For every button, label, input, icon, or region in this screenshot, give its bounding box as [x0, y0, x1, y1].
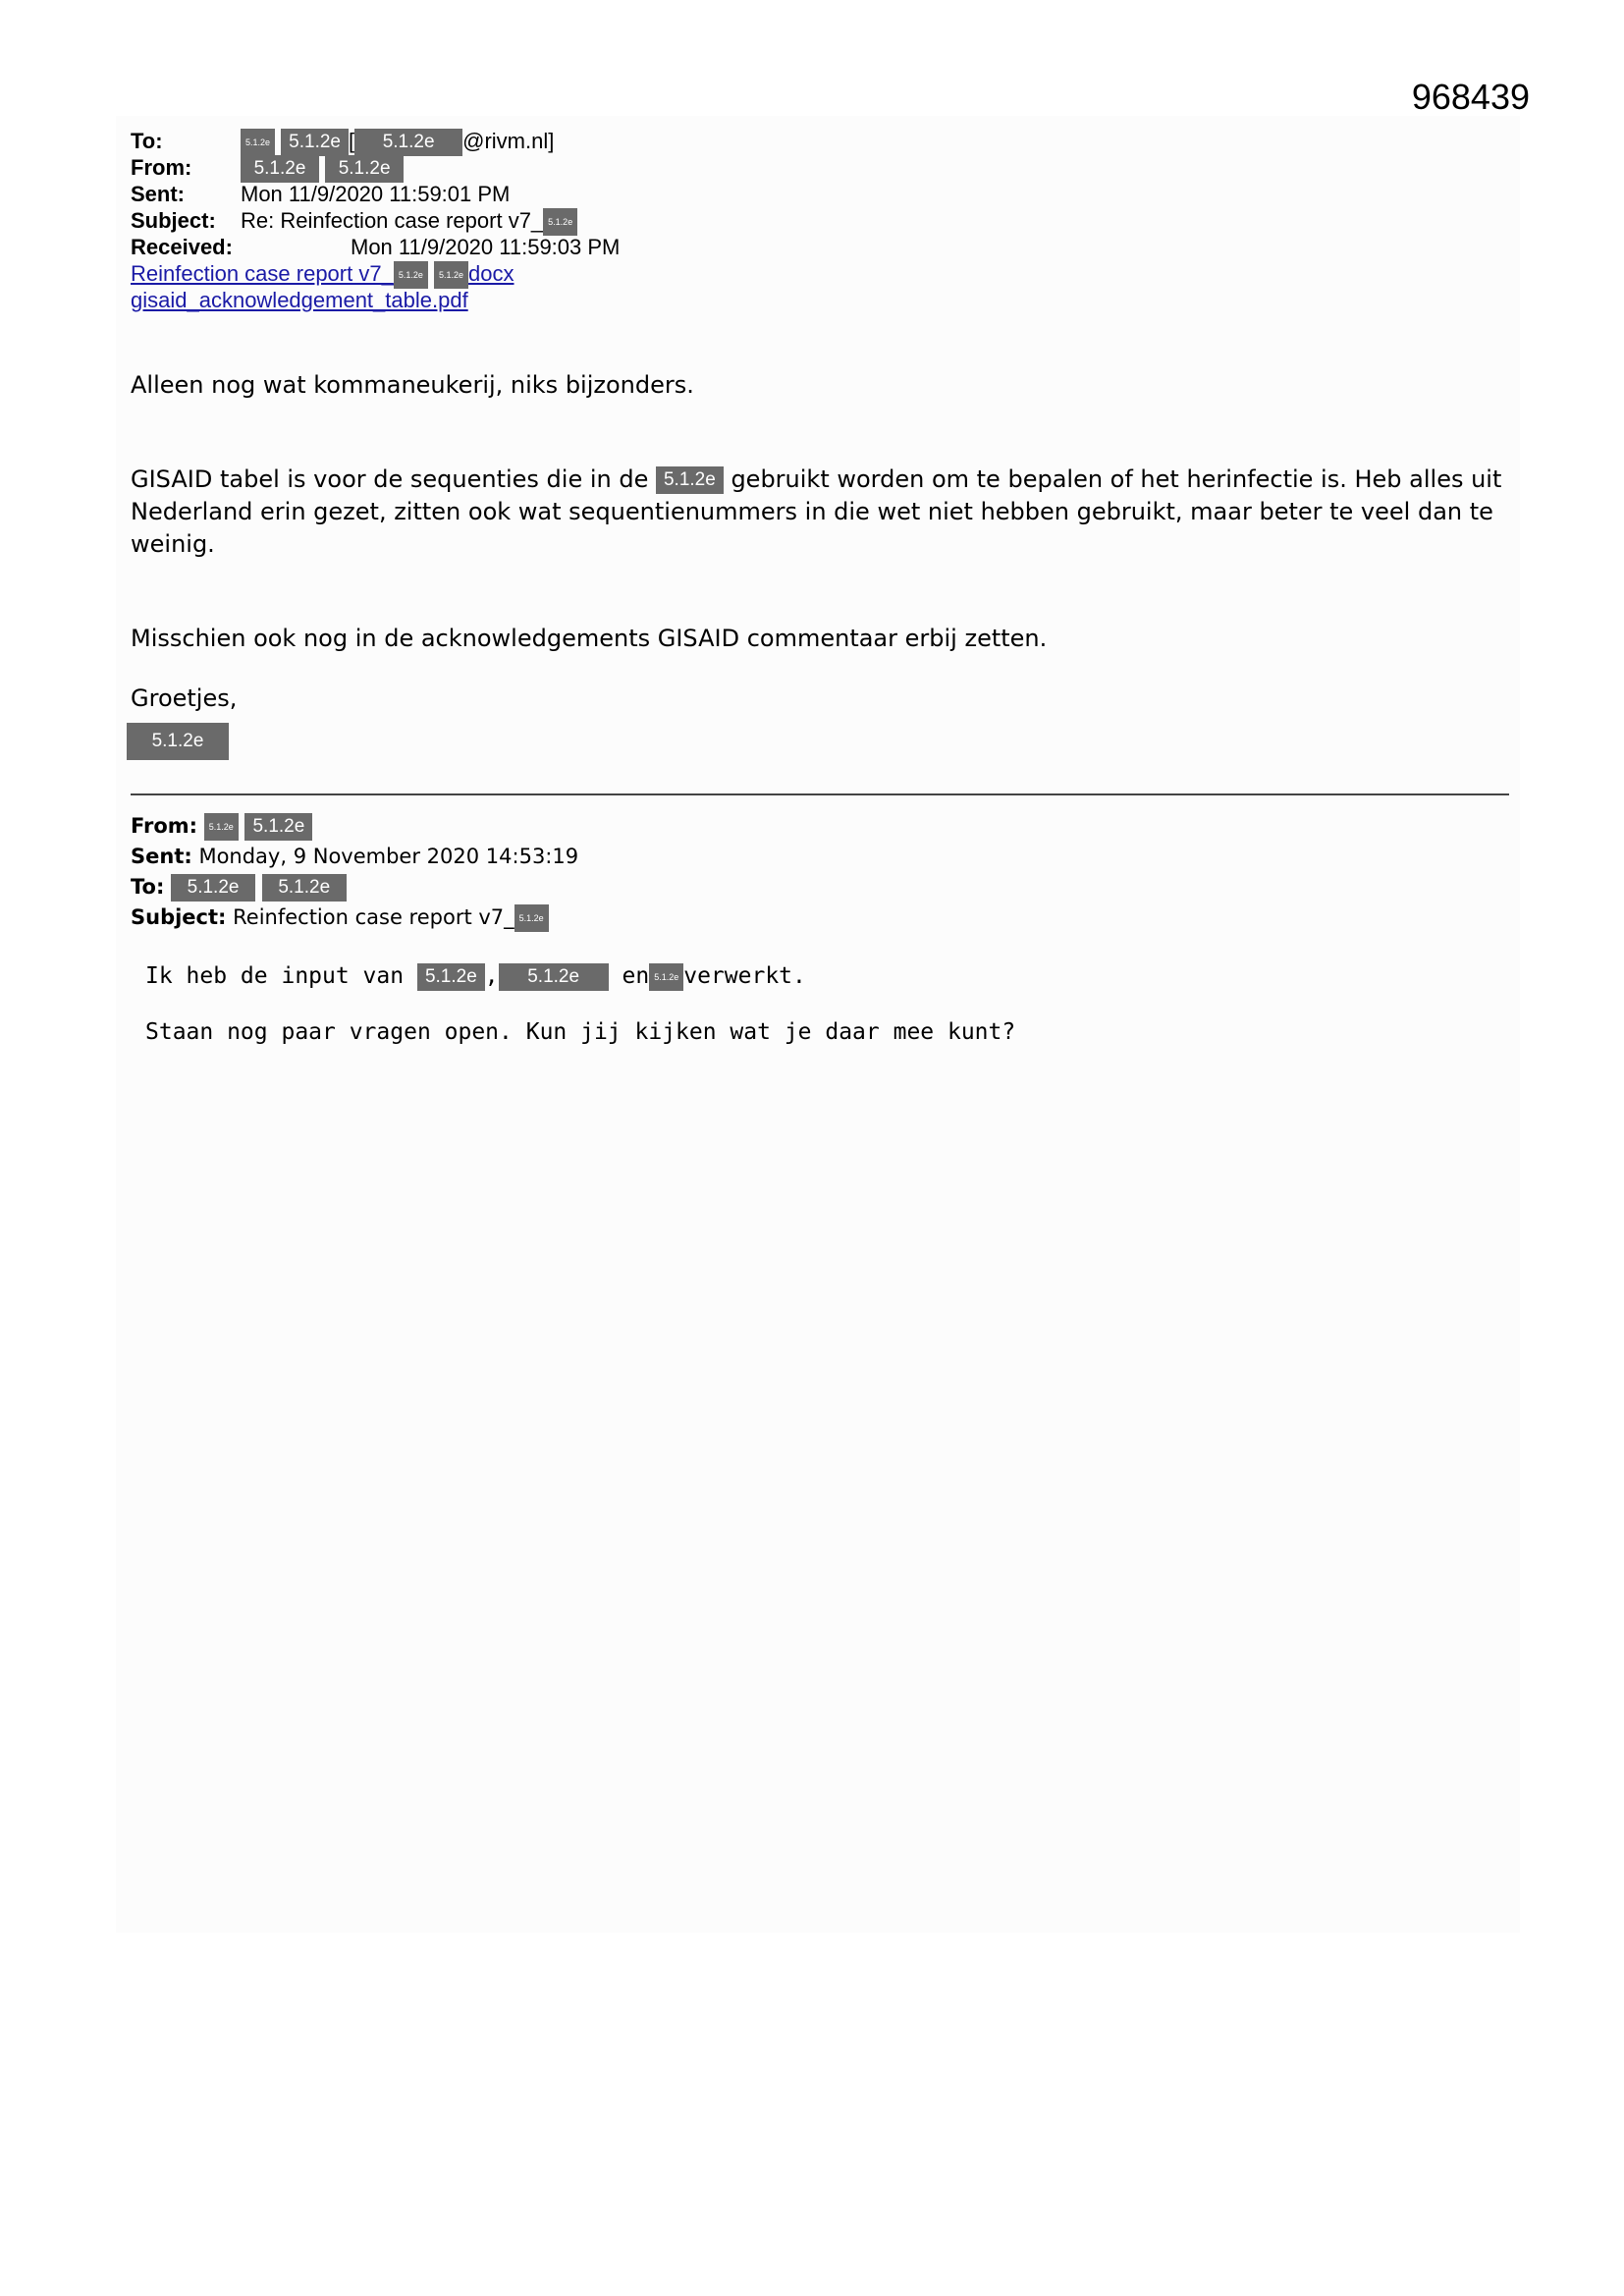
quoted-subject-value: Reinfection case report v7_	[233, 905, 514, 929]
sent-value: Mon 11/9/2020 11:59:01 PM	[241, 182, 511, 206]
body-text: verwerkt.	[683, 963, 806, 989]
subject-row	[131, 207, 620, 234]
quoted-body-line	[145, 960, 1015, 992]
redaction: 5.1.2e	[241, 129, 275, 156]
redaction: 5.1.2e	[543, 208, 577, 236]
quoted-from-row	[131, 811, 578, 842]
to-row	[131, 128, 620, 154]
body-text: en	[622, 963, 650, 989]
attachment-link-pdf[interactable]: gisaid_acknowledgement_table.pdf	[131, 288, 468, 312]
quoted-body	[145, 960, 1015, 1048]
body-text: GISAID tabel is voor de sequenties die in de	[131, 465, 656, 493]
quoted-sent-row	[131, 842, 578, 872]
body-text: Ik heb de input van	[145, 963, 417, 989]
redaction: 5.1.2e	[241, 155, 319, 183]
document-number: 968439	[1411, 77, 1530, 117]
to-label: To:	[131, 129, 163, 153]
quoted-sent-value: Monday, 9 November 2020 14:53:19	[198, 845, 579, 868]
attachment-row-2	[131, 287, 620, 313]
redaction: 5.1.2e	[281, 129, 349, 156]
email-body	[131, 369, 1505, 715]
body-paragraph: Misschien ook nog in de acknowledgements GISAID commentaar erbij zetten.	[131, 625, 1048, 652]
email-header	[131, 128, 620, 313]
received-row	[131, 234, 620, 260]
redaction: 5.1.2e	[325, 155, 404, 183]
sent-row	[131, 181, 620, 207]
body-paragraph: Groetjes,	[131, 684, 238, 712]
quoted-from-label: From:	[131, 814, 198, 838]
redaction: 5.1.2e	[417, 963, 485, 991]
attachment-name: Reinfection case report v7_	[131, 261, 394, 286]
sent-label: Sent:	[131, 182, 185, 206]
signature-redaction: 5.1.2e	[127, 723, 229, 760]
redaction: 5.1.2e	[204, 813, 239, 841]
to-bracket: [	[348, 129, 355, 153]
body-paragraph: Alleen nog wat kommaneukerij, niks bijzonders.	[131, 371, 694, 399]
quoted-header	[131, 811, 578, 933]
redaction: 5.1.2e	[656, 466, 724, 494]
quoted-subject-label: Subject:	[131, 905, 227, 929]
body-text: ,	[484, 963, 499, 989]
redaction: 5.1.2e	[434, 261, 468, 289]
received-value: Mon 11/9/2020 11:59:03 PM	[351, 235, 621, 259]
attachment-row-1	[131, 260, 620, 287]
quoted-body-line: Staan nog paar vragen open. Kun jij kijken wat je daar mee kunt?	[145, 1019, 1016, 1045]
quoted-to-row	[131, 872, 578, 902]
subject-label: Subject:	[131, 208, 216, 233]
attachment-link-ext[interactable]: docx	[468, 261, 514, 286]
attachment-link-docx[interactable]	[131, 261, 394, 286]
quoted-to-label: To:	[131, 875, 165, 899]
subject-value: Re: Reinfection case report v7_	[241, 208, 544, 233]
from-label: From:	[131, 155, 192, 180]
divider	[131, 793, 1509, 795]
redaction: 5.1.2e	[354, 129, 462, 156]
redaction: 5.1.2e	[244, 813, 312, 841]
received-label: Received:	[131, 235, 233, 259]
body-paragraph	[131, 464, 1505, 561]
redaction: 5.1.2e	[649, 963, 683, 991]
redaction: 5.1.2e	[514, 904, 549, 932]
redaction: 5.1.2e	[171, 874, 255, 902]
body-text: gebruikt worden om te bepalen of het herinfectie is. Heb alles uit	[723, 465, 1502, 493]
quoted-subject-row	[131, 902, 578, 933]
from-row	[131, 154, 620, 181]
redaction: 5.1.2e	[499, 963, 609, 991]
redaction: 5.1.2e	[262, 874, 347, 902]
body-text: Nederland erin gezet, zitten ook wat sequentienummers in die wet niet hebben gebruikt, maar beter te veel dan te weinig.	[131, 498, 1493, 558]
redaction: 5.1.2e	[394, 261, 428, 289]
to-domain: @rivm.nl]	[462, 129, 555, 153]
quoted-sent-label: Sent:	[131, 845, 192, 868]
